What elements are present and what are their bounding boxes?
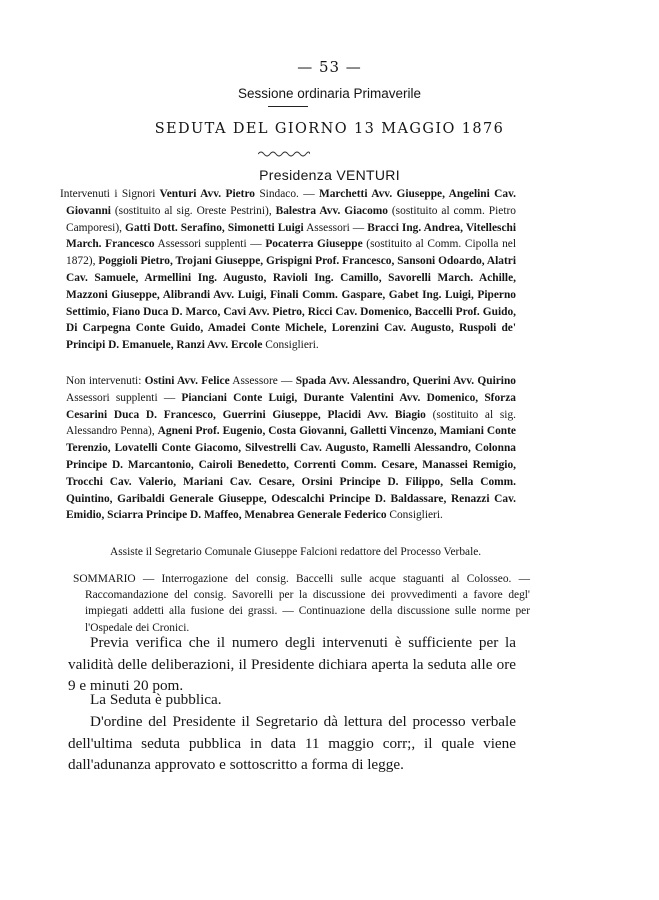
absentees-label: Non intervenuti: [66,375,142,387]
absentees-role-1: Assessore — [229,375,296,387]
body-paragraph-2: La Seduta è pubblica. [90,691,222,708]
attendees-role-3: Assessori supplenti — [154,238,266,251]
absentees-name-1: Ostini Avv. Felice [141,375,230,387]
absentees-note-1: (sostituito al sig. Alessandro Penna), [66,408,517,438]
meeting-title: SEDUTA DEL GIORNO 13 MAGGIO 1876 [154,121,505,137]
attendees-label: Intervenuti i Signori [60,188,156,200]
page-number: — 53 — [297,58,362,76]
attendees-role-4: Consiglieri. [262,339,319,352]
attendees-name-2: Marchetti Avv. Giuseppe, Angelini Cav. Giovanni [66,188,516,217]
attendees-name-1: Venturi Avv. Pietro [155,188,255,200]
attendees-role-1: Sindaco. — [255,188,319,200]
absentees-name-3: Pianciani Conte Luigi, Durante Valentini Avv. Domenico, Sforza Cesarini Duca D. Francesco, Guerrini Giuseppe, Placidi Avv. Biagio [66,391,516,421]
body-paragraph-1: Previa verifica che il numero degli intervenuti è sufficiente per la validità delle deliberazioni, il Presidente dichiara aperta la seduta alle ore 9 e minuti 20 pom. [68,634,516,695]
session-title: Sessione ordinaria Primaverile [237,86,422,101]
summary-paragraph: SOMMARIO — Interrogazione del consig. Baccelli sulle acque staguanti al Colosseo. — Raccomandazione del consig. Savorelli per la discussione dei provvedimenti a favore degl' impiegati addetti alla fusione dei grassi. — Continuazione della discussione sulle norme per l'Ospedale dei Cronici. [73,573,530,634]
attendees-note-2: (sostituito al comm. Pietro Camporesi), [66,204,516,234]
presidency-heading: Presidenza VENTURI [259,167,400,183]
absentees-name-4: Agneni Prof. Eugenio, Costa Giovanni, Galletti Vincenzo, Mamiani Conte Terenzio, Lovatelli Conte Giacomo, Silvestrelli Cav. Augusto, Ramelli Alessandro, Colonna Principe D. Marcantonio, Cairoli Benedetto, Correnti Comm. Cesare, Manassei Remigio, Trocchi Cav. Valerio, Mariani Cav. Cesare, Orsini Principe D. Filippo, Sella Comm. Quintino, Garibaldi Generale Giuseppe, Odescalchi Principe D. Baldassare, Renazzi Cav. Emidio, Sciarra Principe D. Maffeo, Menabrea Generale Federico [66,425,516,522]
attendees-name-5: Bracci Ing. Andrea, Vitelleschi March. Francesco [66,221,517,251]
absentees-role-3: Consiglieri. [386,509,443,522]
body-paragraph-3: D'ordine del Presidente il Segretario dà lettura del processo verbale dell'ultima seduta pubblica in data 11 maggio corr;, il quale viene dall'adunanza approvato e sottoscritto a forma di legge. [68,713,516,774]
absentees-role-2: Assessori supplenti — [66,391,182,404]
attendees-role-2: Assessori — [303,221,368,234]
absentees-name-2: Spada Avv. Alessandro, Querini Avv. Quirino [295,375,516,387]
attendees-name-7: Poggioli Pietro, Trojani Giuseppe, Grispigni Prof. Francesco, Sansoni Odoardo, Alatri Cav. Samuele, Armellini Ing. Augusto, Ravioli Ing. Camillo, Savorelli March. Achille, Mazzoni Giuseppe, Alibrandi Avv. Luigi, Finali Comm. Gaspare, Gabet Ing. Luigi, Piperno Settimio, Fiano Duca D. Marco, Cavi Avv. Pietro, Ricci Cav. Domenico, Baccelli Prof. Guido, Di Carpegna Conte Guido, Amadei Conte Michele, Lorenzini Cav. Augusto, Ruspoli de' Principi D. Emanuele, Ranzi Avv. Ercole [66,255,516,352]
attendees-note-1: (sostituito al sig. Oreste Pestrini), [110,204,276,217]
attendees-note-3: (sostituito al Comm. Cipolla nel 1872), [66,238,517,268]
title-rule [268,106,308,107]
attendees-name-6: Pocaterra Giuseppe [265,238,363,251]
attendees-name-4: Gatti Dott. Serafino, Simonetti Luigi [125,221,304,234]
attendees-paragraph [60,186,517,354]
attendees-name-3: Balestra Avv. Giacomo [275,204,388,217]
secretary-note: Assiste il Segretario Comunale Giuseppe Falcioni redattore del Processo Verbale. [110,546,482,558]
absentees-paragraph [66,373,516,524]
wavy-ornament [258,150,310,158]
